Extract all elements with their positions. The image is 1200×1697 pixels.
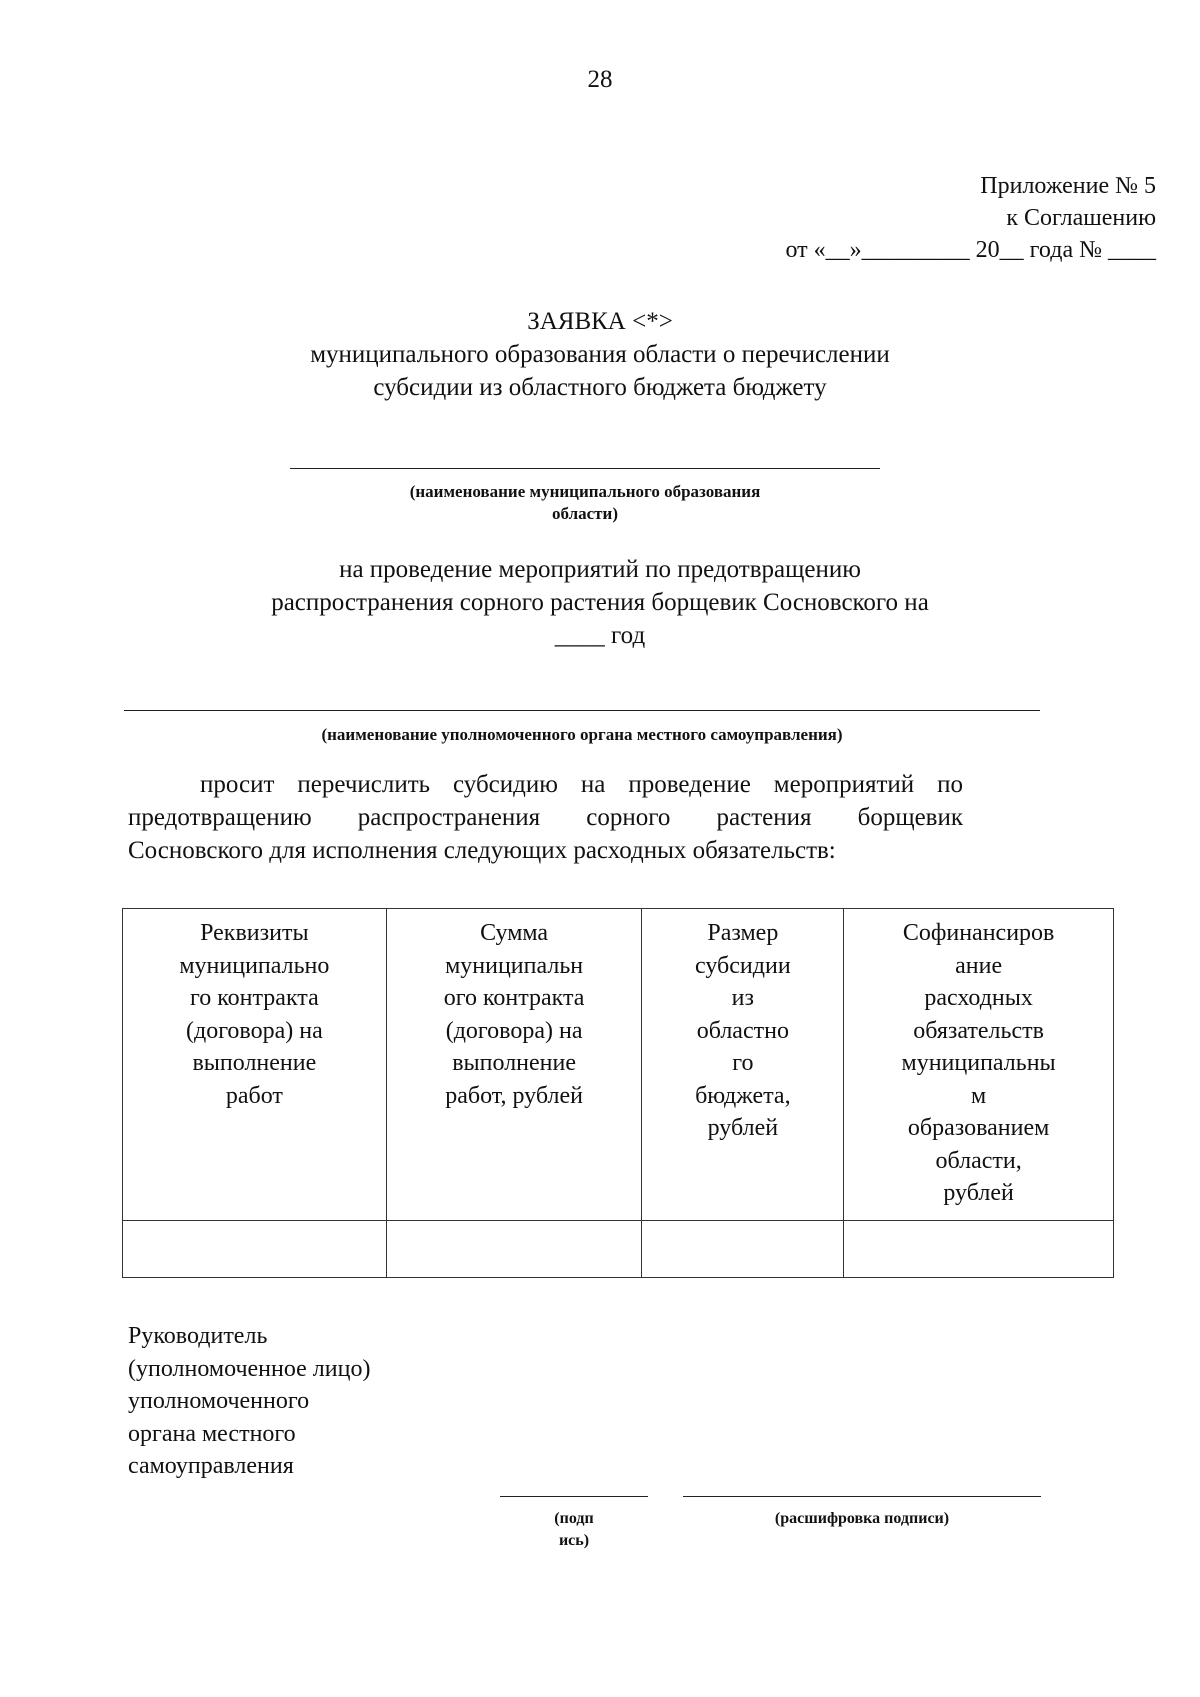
header-text: го контракта (189, 985, 319, 1011)
header-text: муниципальны (901, 1050, 1056, 1076)
appendix-date-number: от «__»_________ 20__ года № ____ (785, 237, 1156, 263)
header-contract-details (123, 909, 387, 1221)
municipality-caption (300, 481, 870, 525)
header-text: работ, рублей (445, 1082, 583, 1109)
header-cofinancing (844, 909, 1114, 1221)
signature-decoding-line (683, 1496, 1041, 1497)
header-text: муниципальн (445, 952, 584, 979)
header-text: области, (935, 1147, 1022, 1174)
header-text: (договора) на (445, 1017, 583, 1044)
signer-line-1: Руководитель (128, 1323, 268, 1349)
header-text: муниципально (179, 952, 330, 979)
table-cell (386, 1220, 642, 1277)
header-subsidy-amount (642, 909, 844, 1221)
signer-line-4: органа местного (128, 1420, 296, 1447)
table-row (123, 1220, 1114, 1277)
header-text: расходных (924, 985, 1033, 1011)
decoding-caption: (расшифровка подписи) (774, 1510, 950, 1527)
table-cell (123, 1220, 387, 1277)
header-text: рублей (707, 1115, 779, 1141)
signer-line-5: самоуправления (128, 1453, 294, 1479)
header-text: м (971, 1082, 987, 1109)
municipality-name-line (290, 468, 880, 469)
header-text: субсидии (695, 952, 791, 979)
header-text: Сумма (480, 920, 549, 946)
header-text: (договора) на (185, 1017, 323, 1044)
appendix-reference (786, 170, 1157, 266)
header-contract-amount (386, 909, 642, 1221)
table-cell (642, 1220, 844, 1277)
request-line-3: Сосновского для исполнения следующих расходных обязательств: (128, 837, 836, 864)
header-text: рублей (943, 1180, 1014, 1206)
purpose-text (150, 553, 1050, 652)
page-number: 28 (587, 66, 613, 93)
header-text: го (732, 1050, 754, 1076)
purpose-line-2: распространения сорного растения борщевик Сосновского на (271, 589, 929, 616)
request-line-2: предотвращению распространения сорного растения борщевик (128, 804, 963, 831)
header-text: Реквизиты (200, 920, 309, 946)
municipality-caption-line-2: области) (552, 504, 618, 523)
signature-caption (500, 1508, 648, 1552)
header-text: выполнение (452, 1050, 576, 1076)
authority-name-line (124, 710, 1040, 711)
document-title (150, 305, 1050, 404)
header-text: выполнение (192, 1050, 317, 1076)
title-line-2: муниципального образования области о перечислении (310, 341, 890, 368)
authority-caption: (наименование уполномоченного органа местного самоуправления) (321, 725, 843, 744)
purpose-line-1: на проведение мероприятий по предотвращению (339, 556, 861, 583)
purpose-line-3: ____ год (554, 622, 646, 649)
title-line-3: субсидии из областного бюджета бюджету (373, 374, 827, 401)
header-text: Размер (707, 920, 779, 946)
request-paragraph (128, 768, 963, 867)
appendix-number: Приложение № 5 (980, 173, 1156, 199)
header-text: работ (225, 1082, 283, 1109)
request-line-1: просит перечислить субсидию на проведение мероприятий по (200, 771, 963, 798)
header-text: ого контракта (443, 985, 585, 1011)
header-text: бюджета, (695, 1082, 791, 1109)
signature-caption-line-2: ись) (558, 1532, 590, 1549)
signature-line (500, 1496, 648, 1497)
municipality-caption-line-1: (наименование муниципального образования (409, 482, 761, 501)
header-text: ание (955, 952, 1003, 979)
header-text: обязательств (913, 1017, 1044, 1044)
header-text: из (731, 985, 754, 1011)
signer-line-2: (уполномоченное лицо) (128, 1355, 371, 1382)
appendix-agreement: к Соглашению (1006, 205, 1156, 231)
expenditure-table (122, 908, 1114, 1278)
header-text: образованием (907, 1115, 1050, 1141)
signature-caption-line-1: (подп (554, 1510, 594, 1527)
header-text: Софинансиров (902, 920, 1055, 946)
signer-line-3: уполномоченного (128, 1388, 310, 1414)
header-text: областно (696, 1017, 789, 1044)
table-cell (844, 1220, 1114, 1277)
signer-block (128, 1320, 370, 1483)
title-heading: ЗАЯВКА <*> (527, 308, 673, 335)
table-header-row (123, 909, 1114, 1221)
